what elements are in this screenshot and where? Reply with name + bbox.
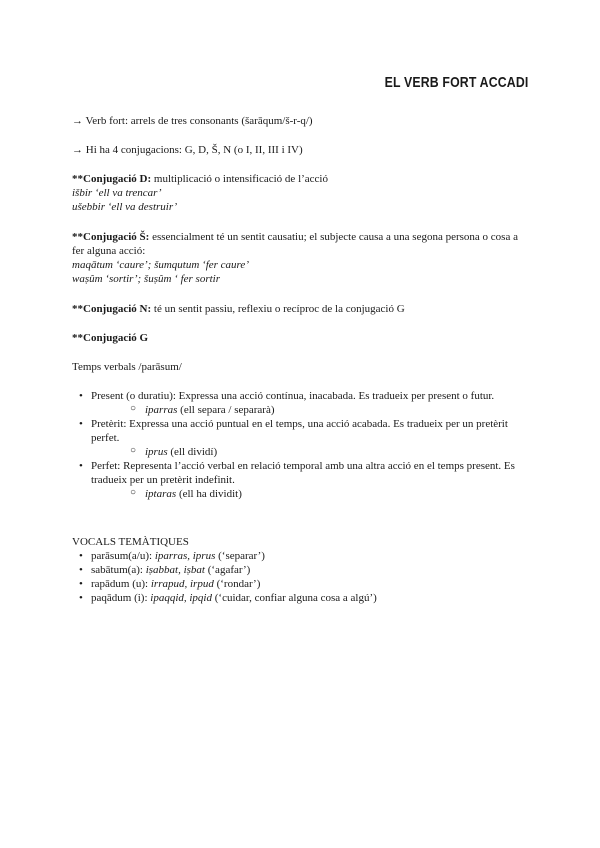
- tenses-heading: Temps verbals /parāsum/: [72, 361, 182, 373]
- tense-example-gloss: (ell ha dividit): [176, 488, 242, 500]
- document-title: EL VERB FORT ACCADI: [384, 74, 528, 91]
- conjugation-s-example-2: waṣûm ‘sortir’; šuṣûm ‘ fer sortir: [72, 273, 221, 285]
- conjugation-d-label: **Conjugació D:: [72, 173, 152, 185]
- tense-example-list: [91, 403, 528, 417]
- tense-example-gloss: (ell separa / separarà): [177, 404, 275, 416]
- list-item: [72, 577, 528, 591]
- conjugation-d-example-1: išbir ‘ell va trencar’: [72, 187, 162, 199]
- conjugation-s-description: essencialment té un sentit causatiu; el subjecte causa a una segona persona o cosa a fer alguna acció:: [72, 231, 518, 257]
- thematic-vowels-list: [72, 549, 528, 605]
- vowel-verb: rapādum (u):: [91, 578, 151, 590]
- tense-description: Perfet: Representa l’acció verbal en relació temporal amb una altra acció en el temps present. Es tradueix per un pretèrit indefinit.: [91, 460, 515, 486]
- list-item: [91, 403, 528, 417]
- vowel-forms: ipaqqid, ipqid: [150, 592, 212, 604]
- vowel-gloss: (‘agafar’): [204, 564, 251, 576]
- list-item: [72, 389, 528, 417]
- intro-line-1: → Verb fort: arrels de tres consonants (šarāqum/š-r-q/): [72, 115, 313, 127]
- vowel-forms: iṣabbat, iṣbat: [145, 564, 205, 576]
- list-item: [72, 549, 528, 563]
- vowel-verb: sabātum(a):: [91, 564, 146, 576]
- list-item: [91, 445, 528, 459]
- tense-example-list: [91, 487, 528, 501]
- list-item: [72, 459, 528, 501]
- conjugation-d-description: multiplicació o intensificació de l’acció: [151, 173, 328, 185]
- vowel-verb: paqādum (i):: [91, 592, 151, 604]
- conjugation-n-label: **Conjugació N:: [72, 303, 152, 315]
- tense-description: Pretèrit: Expressa una acció puntual en el temps, una acció acabada. Es tradueix per un pretèrit perfet.: [91, 418, 508, 444]
- conjugation-d-example-2: ušebbir ‘ell va destruir’: [72, 201, 178, 213]
- tense-example-word: iprus: [145, 446, 168, 458]
- vowel-gloss: (‘separar’): [215, 550, 265, 562]
- conjugation-s-section: [72, 230, 528, 286]
- tense-example-word: iptaras: [145, 488, 177, 500]
- conjugation-g-heading: **Conjugació G: [72, 332, 149, 344]
- conjugation-s-label: **Conjugació Š:: [72, 231, 150, 243]
- conjugation-s-heading: [72, 230, 528, 258]
- list-item: [72, 417, 528, 459]
- tenses-list: [72, 389, 528, 501]
- tense-example-list: [91, 445, 528, 459]
- vowel-gloss: (‘rondar’): [213, 578, 261, 590]
- list-item: [72, 563, 528, 577]
- vowel-forms: irrapud, irpud: [150, 578, 214, 590]
- list-item: [91, 487, 528, 501]
- tense-description: Present (o duratiu): Expressa una acció contínua, inacabada. Es tradueix per present o futur.: [91, 390, 495, 402]
- document-page: [72, 0, 528, 848]
- vowel-gloss: (‘cuidar, confiar alguna cosa a algú’): [212, 592, 377, 604]
- conjugation-d-section: [72, 172, 528, 214]
- list-item: [72, 591, 528, 605]
- conjugation-d-heading: [72, 172, 528, 186]
- tense-example-gloss: (ell dividí): [167, 446, 218, 458]
- vowel-forms: iparras, iprus: [154, 550, 216, 562]
- tense-example-word: iparras: [145, 404, 178, 416]
- conjugation-s-example-1: maqātum ‘caure’; šumqutum ‘fer caure’: [72, 259, 249, 271]
- vowel-verb: parāsum(a/u):: [91, 550, 155, 562]
- conjugation-n-section: [72, 302, 528, 316]
- thematic-vowels-heading: VOCALS TEMÀTIQUES: [72, 536, 189, 548]
- intro-line-2: → Hi ha 4 conjugacions: G, D, Š, N (o I, II, III i IV): [72, 144, 303, 156]
- conjugation-n-description: té un sentit passiu, reflexiu o recíproc de la conjugació G: [151, 303, 405, 315]
